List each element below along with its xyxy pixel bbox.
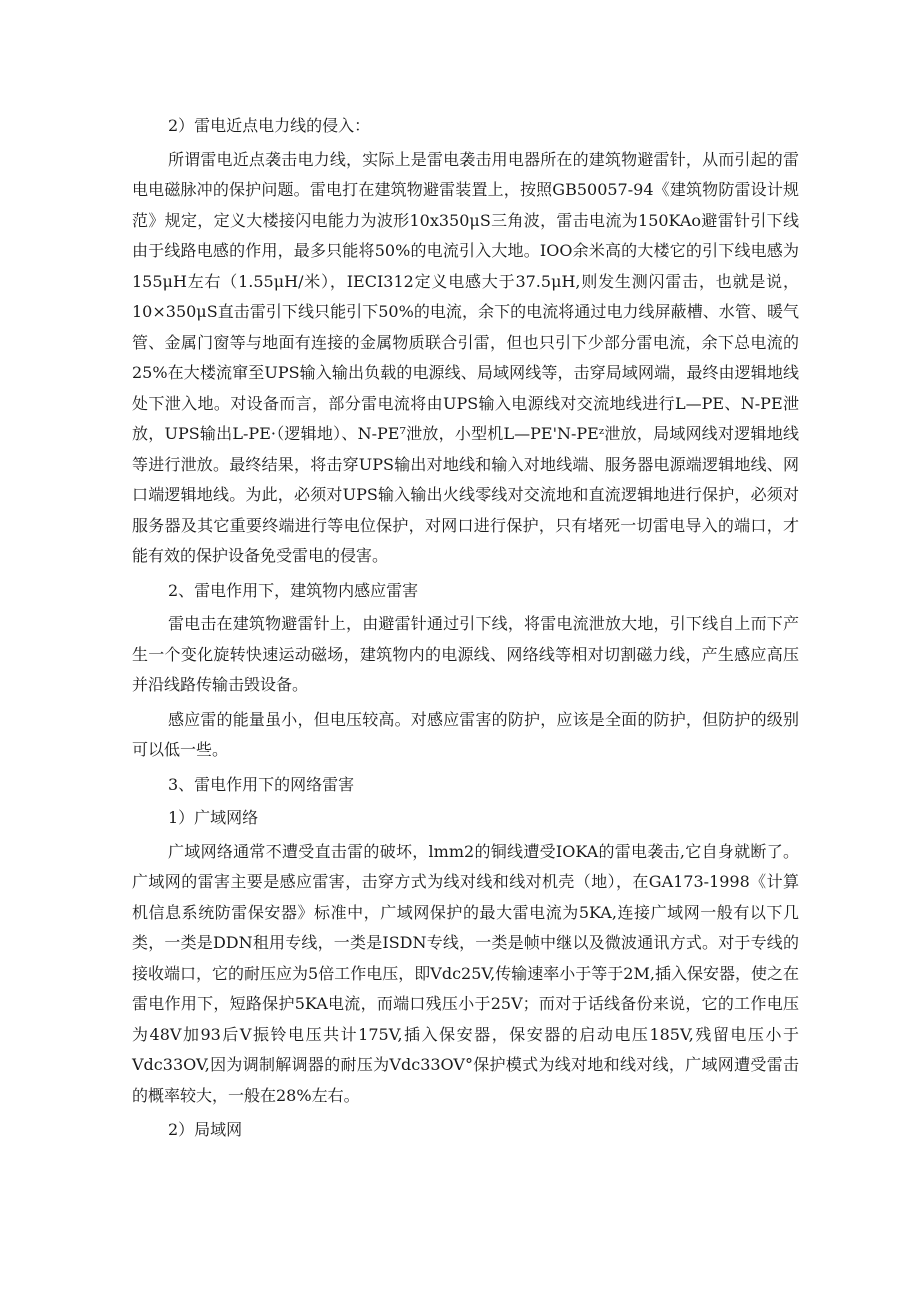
paragraph-wan: 广域网络通常不遭受直击雷的破坏，lmm2的铜线遭受IOKA的雷电袭击,它自身就断了。广域网的雷害主要是感应雷害，击穿方式为线对线和线对机壳（地），在GA173-1998《计算机信息系统防雷保安器》标准中，广域网保护的最大雷电流为5KA,连接广域网一般有以下几类，一类是DDN租用专线，一类是ISDN专线，一类是帧中继以及微波通讯方式。对于专线的接收端口，它的耐压应为5倍工作电压，即Vdc25V,传输速率小于等于2M,插入保安器，使之在雷电作用下，短路保护5KA电流，而端口残压小于25V；而对于话线备份来说，它的工作电压为48V加93后V振铃电压共计175V,插入保安器，保安器的启动电压185V,残留电压小于Vdc33OV,因为调制解调器的耐压为Vdc33OV°保护模式为线对地和线对线，广域网遭受雷击的概率较大，一般在28%左右。: [132, 841, 799, 1105]
section-heading-network-lightning: 3、雷电作用下的网络雷害: [168, 774, 355, 794]
subsection-heading-wan: 1）广域网络: [168, 808, 259, 827]
paragraph-induction-lightning-2: 感应雷的能量虽小，但电压较高。对感应雷害的防护，应该是全面的防护，但防护的级别可以低一些。: [132, 709, 799, 759]
subsection-heading-lan: 2）局域网: [168, 1120, 243, 1139]
section-heading-near-point-power-line: 2）雷电近点电力线的侵入：: [168, 116, 371, 135]
section-heading-induction-lightning: 2、雷电作用下，建筑物内感应雷害: [168, 580, 419, 600]
document-body: [132, 108, 799, 1149]
paragraph-induction-lightning-1: 雷电击在建筑物避雷针上，由避雷针通过引下线，将雷电流泄放大地，引下线自上而下产生一个变化旋转快速运动磁场，建筑物内的电源线、网络线等相对切割磁力线，产生感应高压并沿线路传输击毁设备。: [132, 614, 799, 694]
paragraph-near-point-power-line: 所谓雷电近点袭击电力线，实际上是雷电袭击用电器所在的建筑物避雷针，从而引起的雷电电磁脉冲的保护问题。雷电打在建筑物避雷装置上，按照GB50057-94《建筑物防雷设计规范》规定，定义大楼接闪电能力为波形10x350μS三角波，雷击电流为150KAo避雷针引下线由于线路电感的作用，最多只能将50%的电流引入大地。IOO余米高的大楼它的引下线电感为155μH左右（1.55μH/米），IECI312定义电感大于37.5μH,则发生测闪雷击，也就是说，10×350μS直击雷引下线只能引下50%的电流，余下的电流将通过电力线屏蔽槽、水管、暖气管、金属门窗等与地面有连接的金属物质联合引雷，但也只引下少部分雷电流，余下总电流的25%在大楼流窜至UPS输入输出负载的电源线、局域网线等，击穿局域网端，最终由逻辑地线处下泄入地。对设备而言，部分雷电流将由UPS输入电源线对交流地线进行L—PE、N-PE泄放，UPS输出L-PE·（逻辑地）、N-PE⁷泄放，小型机L—PE'N-PEᶻ泄放，局域网线对逻辑地线等进行泄放。最终结果，将击穿UPS输出对地线和输入对地线端、服务器电源端逻辑地线、网口端逻辑地线。为此，必须对UPS输入输出火线零线对交流地和直流逻辑地进行保护，必须对服务器及其它重要终端进行等电位保护，对网口进行保护，只有堵死一切雷电导入的端口，才能有效的保护设备免受雷电的侵害。: [132, 149, 799, 565]
